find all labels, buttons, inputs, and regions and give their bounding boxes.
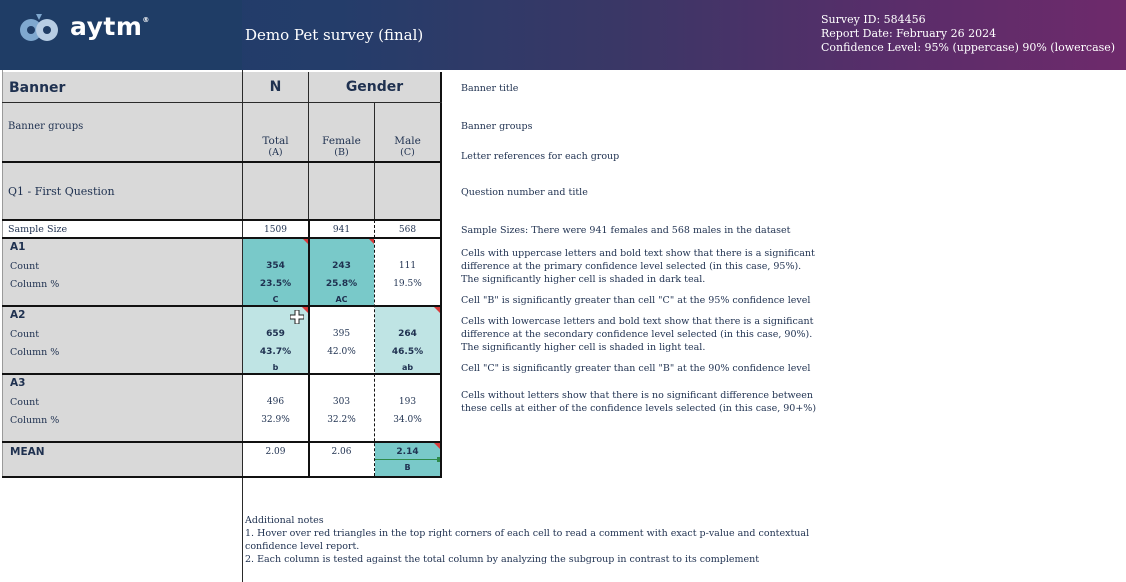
a1-male-count: 111 <box>398 261 417 271</box>
grid-line <box>2 237 442 239</box>
banner-groups-cell <box>3 103 242 161</box>
mean-female: 2.06 <box>331 447 352 457</box>
note-no-significance: Cells without letters show that there is no significant difference between these cells at either of the confidence levels selected (in this case, 90+%) <box>461 390 817 414</box>
a2-total-count: 659 <box>266 329 285 339</box>
grid-line <box>2 476 442 478</box>
grid-line <box>2 219 442 221</box>
survey-title: Demo Pet survey (final) <box>245 26 424 44</box>
a1-total-count: 354 <box>266 261 285 271</box>
row-a3-label-bg <box>3 374 242 442</box>
additional-note-1: 1. Hover over red triangles in the top right corners of each cell to read a comment with exact p-value and contextual confidence level report. <box>245 528 810 552</box>
row-a3-count-label: Count <box>10 397 40 408</box>
a3-female-pct: 32.2% <box>327 415 356 425</box>
row-a2-label-bg <box>3 306 242 374</box>
brand-name: aytm® <box>70 12 150 41</box>
report-date: Report Date: February 26 2024 <box>821 27 997 40</box>
a2-male-count: 264 <box>398 329 417 339</box>
additional-notes <box>245 514 845 566</box>
grid-line <box>2 305 442 307</box>
survey-meta <box>821 13 1115 55</box>
a2-total-pct: 43.7% <box>259 347 292 357</box>
sample-size-label: Sample Size <box>8 224 68 235</box>
confidence-level: Confidence Level: 95% (uppercase) 90% (lowercase) <box>821 41 1116 54</box>
note-lowercase: Cells with lowercase letters and bold text show that there is a significant difference at the secondary confidence level selected (in this case, 90%). The significantly higher cell is shaded in light teal. <box>461 316 814 353</box>
col-male-header: Male (C) <box>394 135 421 158</box>
a2-total-sig: b <box>272 363 279 372</box>
n-header: N <box>269 79 282 95</box>
crosshair-cursor-icon <box>290 310 304 324</box>
gender-header: Gender <box>345 79 404 95</box>
grid-line <box>2 161 442 163</box>
row-a1-count-label: Count <box>10 261 40 272</box>
a1-total-pct: 23.5% <box>259 279 292 289</box>
note-letter-refs: Letter references for each group <box>461 151 620 162</box>
banner-groups-label: Banner groups <box>8 121 84 132</box>
question-data-area <box>243 163 440 219</box>
row-a2-pct-label: Column % <box>10 347 60 358</box>
a1-male-pct: 19.5% <box>393 279 422 289</box>
a2-male-sig: ab <box>401 363 414 372</box>
a1-total-sig: C <box>272 295 279 304</box>
survey-id: Survey ID: 584456 <box>821 13 926 26</box>
note-lowercase-example: Cell "C" is significantly greater than cell "B" at the 90% confidence level <box>461 363 811 374</box>
a2-male-pct: 46.5% <box>391 347 424 357</box>
note-banner-title: Banner title <box>461 83 519 94</box>
a1-female-count: 243 <box>332 261 351 271</box>
note-banner-groups: Banner groups <box>461 121 533 132</box>
a3-female-count: 303 <box>332 397 351 407</box>
row-a2-name: A2 <box>10 309 26 321</box>
note-question: Question number and title <box>461 187 588 198</box>
sample-female: 941 <box>332 225 351 235</box>
a1-female-pct: 25.8% <box>325 279 358 289</box>
grid-line <box>375 459 440 460</box>
mean-male: 2.14 <box>396 447 419 457</box>
grid-line <box>440 72 442 476</box>
a3-total-count: 496 <box>266 397 285 407</box>
a3-male-count: 193 <box>398 397 417 407</box>
row-a3-pct-label: Column % <box>10 415 60 426</box>
row-a1-label-bg <box>3 238 242 306</box>
mean-total: 2.09 <box>265 447 286 457</box>
a2-female-pct: 42.0% <box>327 347 356 357</box>
sample-male: 568 <box>398 225 417 235</box>
note-uppercase-example: Cell "B" is significantly greater than cell "C" at the 95% confidence level <box>461 295 811 306</box>
col-female-header: Female (B) <box>322 135 361 158</box>
grid-line <box>2 102 442 103</box>
col-total-header: Total (A) <box>262 135 289 158</box>
row-a3-name: A3 <box>10 377 26 389</box>
grid-line <box>2 373 442 375</box>
additional-notes-title: Additional notes <box>245 515 324 526</box>
a1-female-sig: AC <box>335 295 348 304</box>
mean-label: MEAN <box>10 446 45 458</box>
note-uppercase: Cells with uppercase letters and bold text show that there is a significant difference at the primary confidence level selected (in this case, 95%). The significantly higher cell is shaded in dark teal. <box>461 248 815 285</box>
logo-area <box>0 0 242 70</box>
a3-male-pct: 34.0% <box>393 415 422 425</box>
additional-note-2: 2. Each column is tested against the total column by analyzing the subgroup in contrast to its complement <box>245 554 760 565</box>
mean-male-sig: B <box>404 463 411 472</box>
row-a1-pct-label: Column % <box>10 279 60 290</box>
banner-label: Banner <box>9 80 66 96</box>
sample-total: 1509 <box>264 225 287 235</box>
question-title: Q1 - First Question <box>8 185 115 198</box>
row-a2-count-label: Count <box>10 329 40 340</box>
note-sample: Sample Sizes: There were 941 females and 568 males in the dataset <box>461 225 791 236</box>
a3-total-pct: 32.9% <box>261 415 290 425</box>
a2-female-count: 395 <box>332 329 351 339</box>
aytm-logo-icon <box>16 10 62 48</box>
grid-line <box>2 70 3 477</box>
grid-line <box>2 441 442 443</box>
row-a1-name: A1 <box>10 241 26 253</box>
